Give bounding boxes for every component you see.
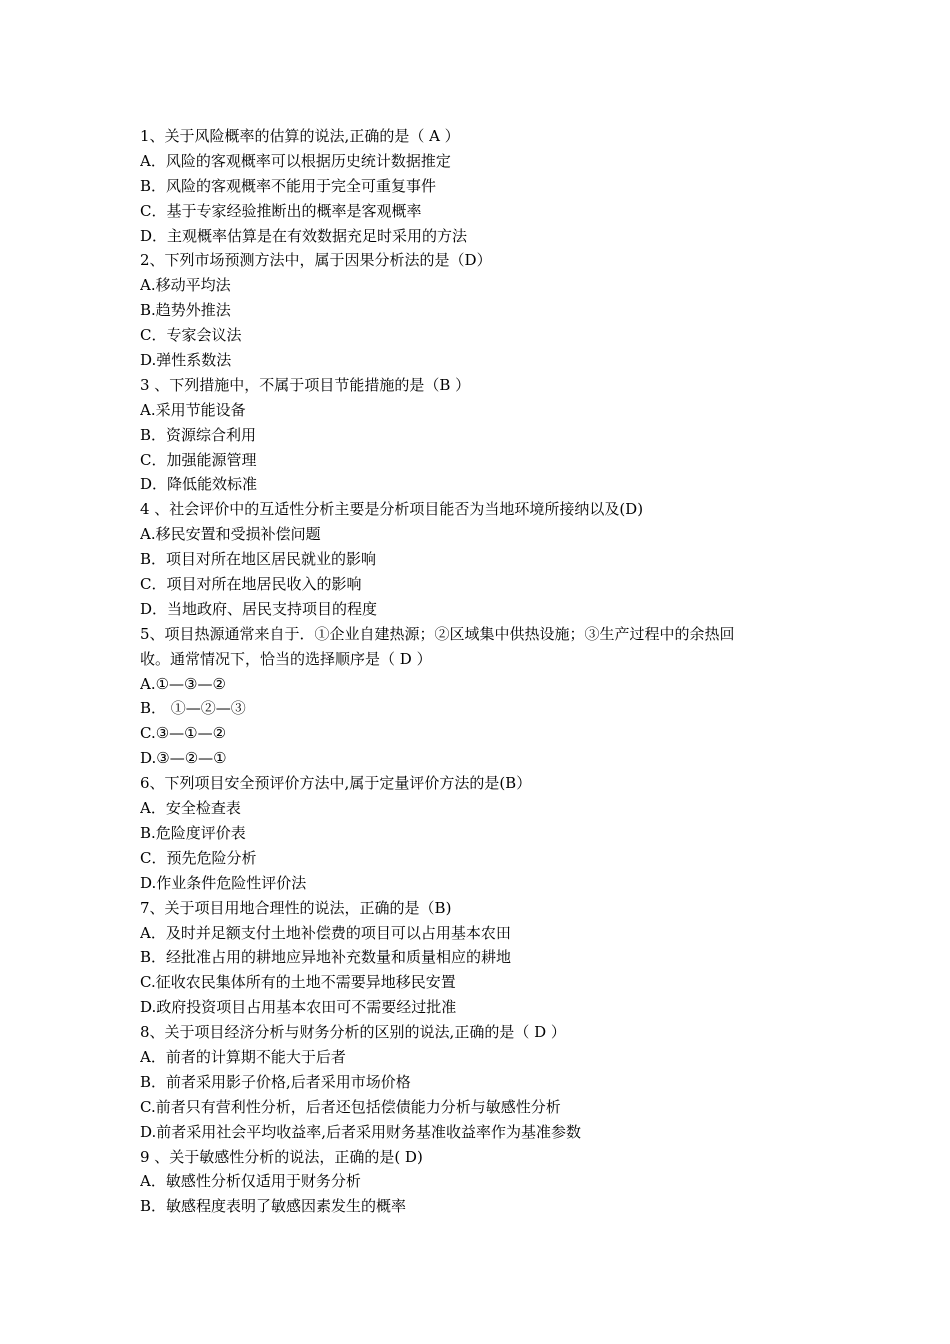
text-line: 9 、关于敏感性分析的说法，正确的是( D) bbox=[140, 1147, 423, 1166]
text-line: B．项目对所在地区居民就业的影响 bbox=[140, 550, 377, 569]
text-line: C.前者只有营利性分析，后者还包括偿债能力分析与敏感性分析 bbox=[140, 1097, 561, 1116]
text-line: D.③—②—① bbox=[140, 749, 227, 768]
text-line: A．敏感性分析仅适用于财务分析 bbox=[140, 1172, 361, 1191]
text-line: D．主观概率估算是在有效数据充足时采用的方法 bbox=[140, 226, 468, 245]
text-line: A.移民安置和受损补偿问题 bbox=[140, 525, 321, 544]
text-line: A．安全检查表 bbox=[140, 799, 241, 818]
text-line: C．预先危险分析 bbox=[140, 848, 257, 867]
text-line: 7、关于项目用地合理性的说法，正确的是（B) bbox=[140, 898, 452, 917]
text-line: A.①—③—② bbox=[140, 674, 226, 693]
text-line: B．风险的客观概率不能用于完全可重复事件 bbox=[140, 176, 437, 195]
text-line: B．敏感程度表明了敏感因素发生的概率 bbox=[140, 1197, 407, 1216]
text-line: 1、关于风险概率的估算的说法,正确的是（ A ） bbox=[140, 127, 460, 145]
text-line: A．前者的计算期不能大于后者 bbox=[140, 1047, 346, 1066]
text-line: A.采用节能设备 bbox=[140, 400, 246, 419]
text-line: C．基于专家经验推断出的概率是客观概率 bbox=[140, 201, 422, 220]
text-line: A．风险的客观概率可以根据历史统计数据推定 bbox=[140, 151, 451, 170]
text-line: D．降低能效标准 bbox=[140, 475, 258, 494]
text-line: B． ①—②—③ bbox=[140, 699, 246, 718]
text-line: C．专家会议法 bbox=[140, 326, 242, 345]
text-line: D.弹性系数法 bbox=[140, 351, 232, 370]
text-line: B．资源综合利用 bbox=[140, 425, 257, 444]
text-line: C.③—①—② bbox=[140, 724, 227, 743]
text-line: 2、下列市场预测方法中，属于因果分析法的是（D） bbox=[140, 251, 492, 270]
text-line: C．项目对所在地居民收入的影响 bbox=[140, 575, 362, 594]
question-list bbox=[140, 124, 820, 1219]
text-line: 5、项目热源通常来自于．①企业自建热源；②区域集中供热设施；③生产过程中的余热回 bbox=[140, 624, 735, 643]
text-line: A.移动平均法 bbox=[140, 276, 231, 295]
text-line: 3 、下列措施中，不属于项目节能措施的是（B ） bbox=[140, 375, 471, 394]
text-line: C.征收农民集体所有的土地不需要异地移民安置 bbox=[140, 973, 456, 992]
text-line: D．当地政府、居民支持项目的程度 bbox=[140, 599, 378, 618]
text-line: B．前者采用影子价格,后者采用市场价格 bbox=[140, 1072, 411, 1091]
text-line: 8、关于项目经济分析与财务分析的区别的说法,正确的是（ D ） bbox=[140, 1023, 566, 1042]
text-line: D.政府投资项目占用基本农田可不需要经过批准 bbox=[140, 998, 457, 1017]
text-line: A．及时并足额支付土地补偿费的项目可以占用基本农田 bbox=[140, 923, 511, 942]
text-line: D.作业条件危险性评价法 bbox=[140, 873, 307, 892]
text-line: B.危险度评价表 bbox=[140, 823, 246, 842]
text-line: 6、下列项目安全预评价方法中,属于定量评价方法的是(B） bbox=[140, 774, 532, 793]
text-line: C．加强能源管理 bbox=[140, 450, 257, 469]
text-line: B．经批准占用的耕地应异地补充数量和质量相应的耕地 bbox=[140, 948, 512, 967]
text-line: 4 、社会评价中的互适性分析主要是分析项目能否为当地环境所接纳以及(D) bbox=[140, 500, 644, 519]
text-line: D.前者采用社会平均收益率,后者采用财务基准收益率作为基准参数 bbox=[140, 1122, 582, 1141]
text-line: B.趋势外推法 bbox=[140, 301, 231, 320]
text-line: 收。通常情况下，恰当的选择顺序是（ D ） bbox=[140, 649, 432, 668]
